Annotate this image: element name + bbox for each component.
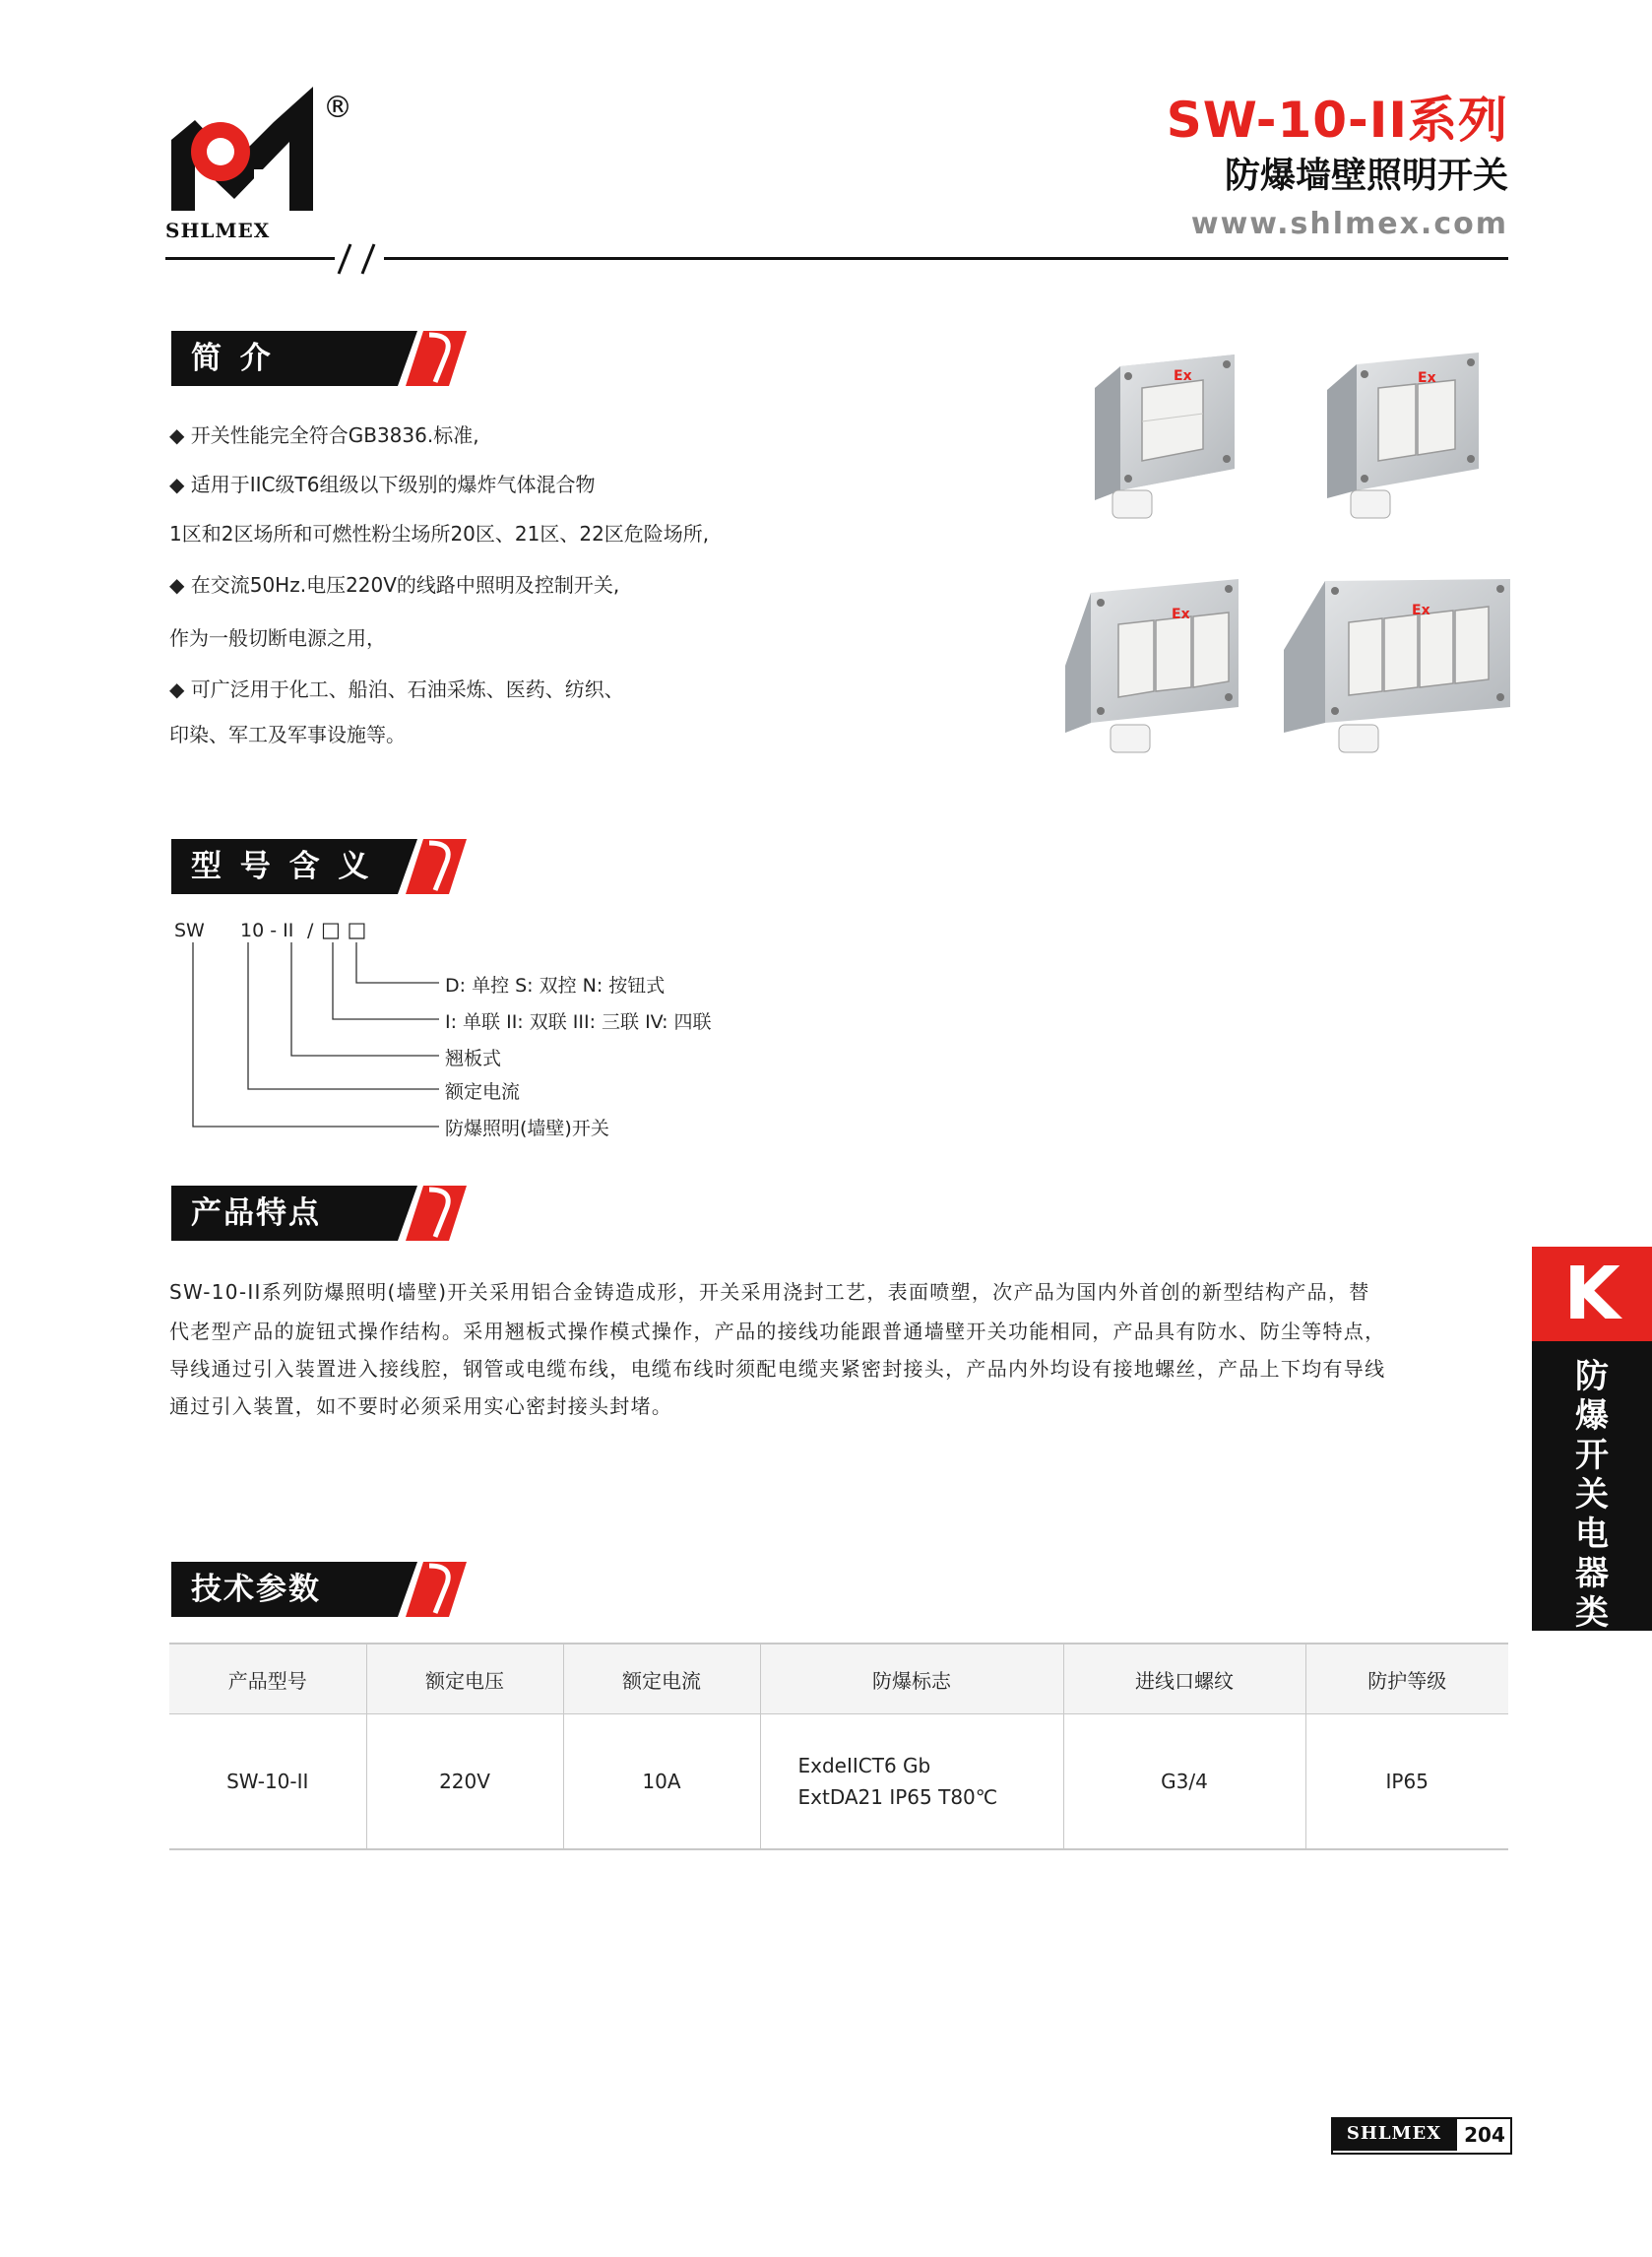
features-line: 代老型产品的旋钮式操作结构。采用翘板式操作模式操作，产品的接线功能跟普通墙壁开关功能相同，产品具有防水、防尘等特点， xyxy=(169,1320,1386,1343)
table-header-cell: 防爆标志 xyxy=(760,1644,1063,1714)
series-title: SW-10-II系列 xyxy=(1166,92,1508,149)
intro-line: 印染、军工及军事设施等。 xyxy=(169,723,406,746)
cell-model: SW-10-II xyxy=(169,1714,366,1850)
intro-line: ◆ 可广泛用于化工、船泊、石油采炼、医药、纺织、 xyxy=(169,677,624,701)
ex-mark-line-2: ExtDA21 IP65 T80℃ xyxy=(797,1785,998,1809)
page-number: 204 xyxy=(1464,2123,1505,2147)
section-title: 型 号 含 义 xyxy=(191,849,373,884)
category-label-char: 器 xyxy=(1575,1554,1609,1593)
model-desc-gangs: I: 单联 II: 双联 III: 三联 IV: 四联 xyxy=(445,1011,712,1033)
model-desc-current: 额定电流 xyxy=(445,1081,521,1103)
section-header-tech-params xyxy=(171,1562,467,1617)
section-title: 产品特点 xyxy=(191,1195,321,1231)
section-title: 简 介 xyxy=(191,341,275,376)
registered-mark: ® xyxy=(323,91,352,125)
table-header-cell: 额定电流 xyxy=(563,1644,760,1714)
footer-brand: SHLMEX xyxy=(1331,2117,1457,2151)
features-line: 通过引入装置，如不要时必须采用实心密封接头封堵。 xyxy=(169,1394,673,1418)
model-code-rating: 10 - II xyxy=(240,920,294,941)
category-label-char: 类 xyxy=(1575,1593,1609,1633)
table-header-cell: 防护等级 xyxy=(1305,1644,1508,1714)
model-code-slash: / xyxy=(307,920,314,941)
cell-current: 10A xyxy=(563,1714,760,1850)
features-line: SW-10-II系列防爆照明(墙壁)开关采用铝合金铸造成形，开关采用浇封工艺，表面喷塑，次产品为国内外首创的新型结构产品，替 xyxy=(169,1280,1370,1304)
product-title: 防爆墙壁照明开关 xyxy=(1224,156,1508,196)
model-desc-product: 防爆照明(墙壁)开关 xyxy=(445,1118,609,1139)
category-label-char: 开 xyxy=(1575,1436,1609,1475)
model-desc-control: D: 单控 S: 双控 N: 按钮式 xyxy=(445,975,666,997)
model-code-prefix: SW xyxy=(174,920,205,941)
cell-protection: IP65 xyxy=(1305,1714,1508,1850)
intro-line: 作为一般切断电源之用， xyxy=(169,626,386,650)
category-label-char: 防 xyxy=(1575,1357,1609,1396)
category-letter: K xyxy=(1532,1247,1652,1341)
intro-line: ◆ 适用于IIC级T6组级以下级别的爆炸气体混合物 xyxy=(169,473,596,496)
spec-table xyxy=(169,1643,1508,1850)
cell-voltage: 220V xyxy=(366,1714,563,1850)
table-header-row xyxy=(169,1644,1508,1714)
category-label-char: 爆 xyxy=(1575,1396,1609,1436)
brand-wordmark: SHLMEX xyxy=(165,219,271,242)
table-header-cell: 额定电压 xyxy=(366,1644,563,1714)
ex-mark-line-1: ExdeIICT6 Gb xyxy=(797,1754,931,1777)
section-header-features xyxy=(171,1186,467,1241)
table-row xyxy=(169,1714,1508,1850)
table-header-cell: 产品型号 xyxy=(169,1644,366,1714)
category-label-char: 电 xyxy=(1575,1515,1609,1554)
intro-line: ◆ 开关性能完全符合GB3836.标准, xyxy=(169,423,479,447)
category-label-char: 关 xyxy=(1575,1475,1609,1515)
table-header-cell: 进线口螺纹 xyxy=(1063,1644,1305,1714)
intro-line: ◆ 在交流50Hz.电压220V的线路中照明及控制开关, xyxy=(169,573,620,597)
section-title: 技术参数 xyxy=(191,1572,321,1607)
features-line: 导线通过引入装置进入接线腔，钢管或电缆布线，电缆布线时须配电缆夹紧密封接头，产品内外均设有接地螺丝，产品上下均有导线 xyxy=(169,1357,1386,1381)
cell-thread: G3/4 xyxy=(1063,1714,1305,1850)
ex-mark: Ex xyxy=(1174,368,1192,384)
cell-ex-mark xyxy=(760,1714,1063,1850)
intro-line: 1区和2区场所和可燃性粉尘场所20区、21区、22区危险场所, xyxy=(169,522,710,546)
ex-mark: Ex xyxy=(1172,607,1190,622)
category-label xyxy=(1532,1357,1652,1633)
ex-mark: Ex xyxy=(1412,603,1430,618)
model-desc-type: 翘板式 xyxy=(445,1048,502,1069)
website-link[interactable]: www.shlmex.com xyxy=(1190,207,1508,241)
model-code-boxes: □ □ xyxy=(321,918,367,941)
ex-mark: Ex xyxy=(1418,370,1436,386)
